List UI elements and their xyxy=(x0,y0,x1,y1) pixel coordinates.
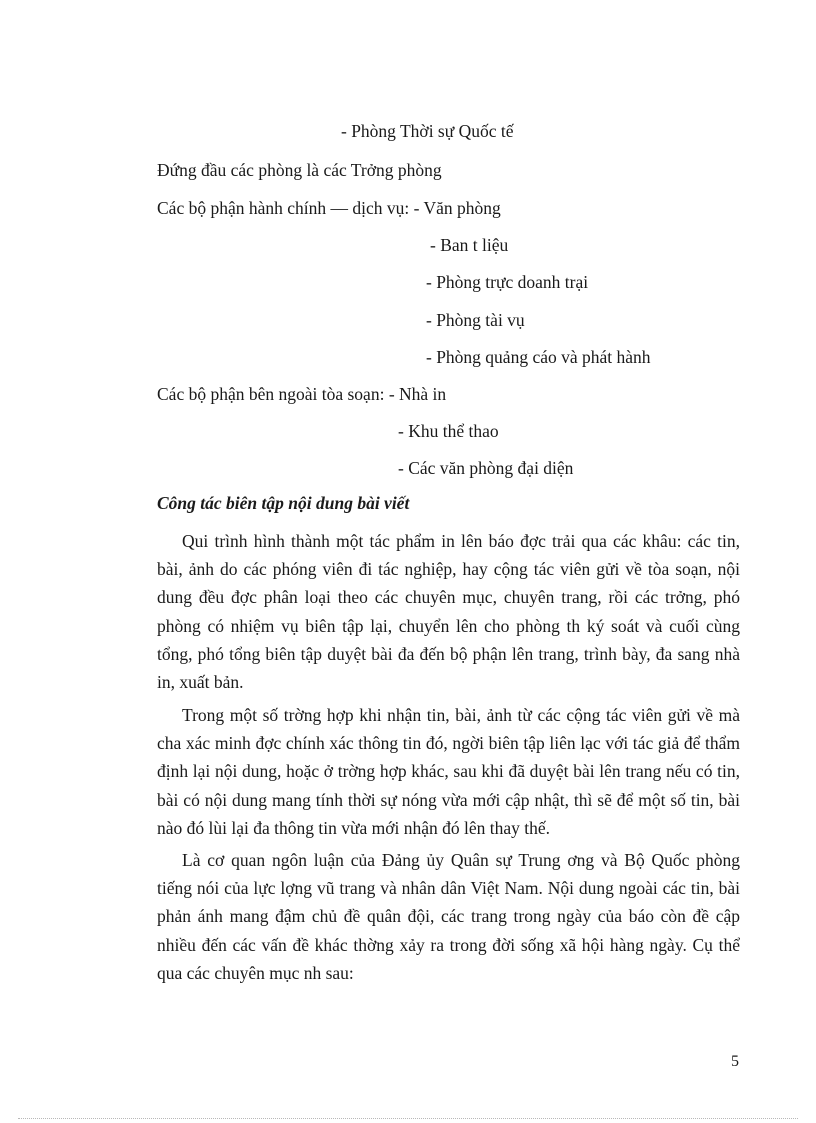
external-units-line-representative-offices: - Các văn phòng đại diện xyxy=(398,458,574,478)
admin-units-line-archive: - Ban t liệu xyxy=(430,235,509,255)
admin-units-line-advertising: - Phòng quảng cáo và phát hành xyxy=(426,347,651,367)
section-heading: Công tác biên tập nội dung bài viết xyxy=(157,493,410,513)
external-units-line-printing: Các bộ phận bên ngoài tòa soạn: - Nhà in xyxy=(157,384,447,404)
department-heads-line: Đứng đầu các phòng là các Trởng phòng xyxy=(157,160,442,180)
bottom-divider xyxy=(18,1118,798,1119)
admin-units-line-office: Các bộ phận hành chính — dịch vụ: - Văn phòng xyxy=(157,198,501,218)
external-units-line-sports: - Khu thể thao xyxy=(398,421,499,441)
paragraph-editing-process: Qui trình hình thành một tác phẩm in lên báo đợc trải qua các khâu: các tin, bài, ảnh do các phóng viên đi tác nghiệp, hay cộng tác viên gửi về tòa soạn, nội dung đều đợc phân loại theo các chuyên mục, chuyên trang, rồi các trởng, phó phòng có nhiệm vụ biên tập lại, chuyển lên cho phòng th ký soát và cuối cùng tổng, phó tổng biên tập duyệt bài đa đến bộ phận lên trang, trình bày, đa sang nhà in, xuất bản. xyxy=(157,531,740,693)
department-line-international-news: - Phòng Thời sự Quốc tế xyxy=(341,121,514,141)
admin-units-line-barracks: - Phòng trực doanh trại xyxy=(426,272,589,292)
paragraph-verification: Trong một số trờng hợp khi nhận tin, bài, ảnh từ các cộng tác viên gửi về mà cha xác minh đợc chính xác thông tin đó, ngời biên tập liên lạc với tác giả để thẩm định lại nội dung, hoặc ở trờng hợp khác, sau khi đã duyệt bài lên trang nếu có tin, bài có nội dung mang tính thời sự nóng vừa mới cập nhật, thì sẽ để một số tin, bài nào đó lùi lại đa thông tin vừa mới nhận đó lên thay thế. xyxy=(157,705,740,838)
paragraph-newspaper-role: Là cơ quan ngôn luận của Đảng ủy Quân sự Trung ơng và Bộ Quốc phòng tiếng nói của lực lợng vũ trang và nhân dân Việt Nam. Nội dung ngoài các tin, bài phản ánh mang đậm chủ đề quân đội, các trang trong ngày của báo còn đề cập nhiều đến các vấn đề khác thờng xảy ra trong đời sống xã hội hàng ngày. Cụ thể qua các chuyên mục nh sau: xyxy=(157,850,740,983)
page-number: 5 xyxy=(731,1053,739,1070)
admin-units-line-finance: - Phòng tài vụ xyxy=(426,310,525,330)
